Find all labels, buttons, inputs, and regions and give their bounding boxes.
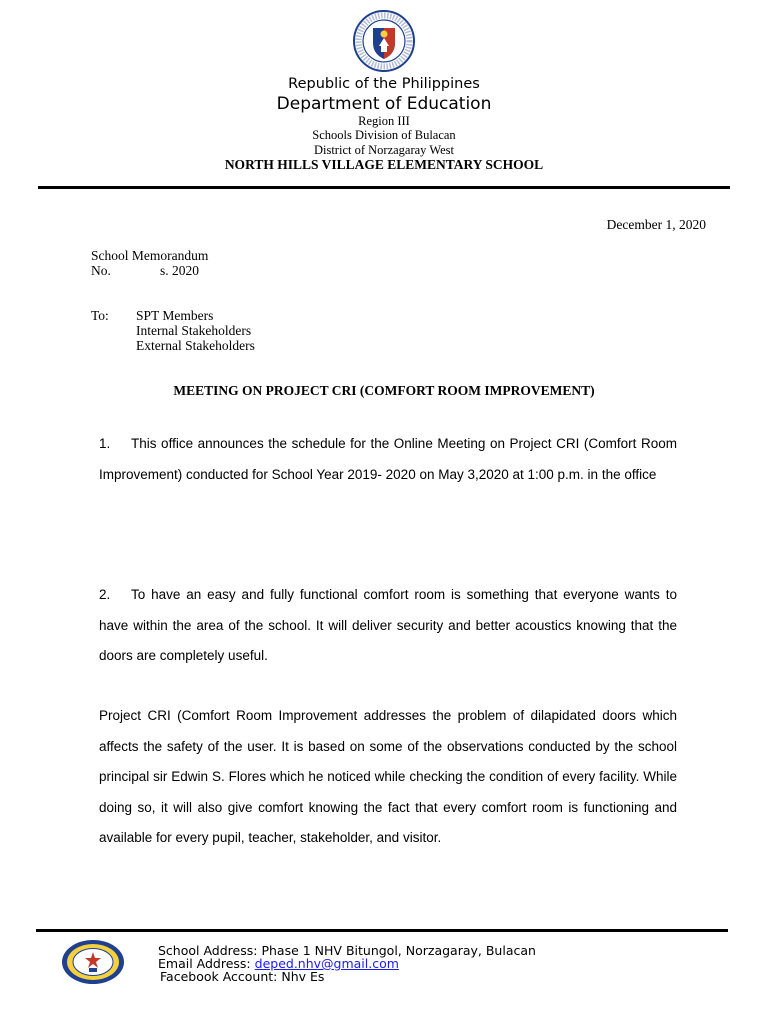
memo-type: School Memorandum: [91, 248, 209, 263]
facebook-value: Nhv Es: [281, 969, 325, 984]
email-link[interactable]: deped.nhv@gmail.com: [254, 956, 399, 971]
address-label: School Address:: [158, 943, 258, 958]
paragraph-3: Project CRI (Comfort Room Improvement addresses the problem of dilapidated doors which affects the safety of the user. It is based on some of the observations conducted by the school principal sir Edwin S. Flores which he noticed while checking the condition of every facility. While doing so, it will also give comfort knowing the fact that every comfort room is functioning and available for every pupil, teacher, stakeholder, and visitor.: [99, 708, 677, 845]
department-line: Department of Education: [276, 94, 492, 114]
paragraph-number: 2.: [99, 587, 111, 602]
division-line: Schools Division of Bulacan: [312, 128, 456, 142]
paragraph-1: [99, 429, 677, 490]
memo-number-label: No.: [91, 263, 111, 278]
recipient-item: SPT Members: [136, 308, 214, 323]
to-label: To:: [91, 308, 109, 323]
address-value: Phase 1 NHV Bitungol, Norzagaray, Bulacan: [261, 943, 536, 958]
deped-seal-logo: [349, 10, 419, 72]
header-divider: [38, 186, 730, 189]
footer-facebook: [160, 970, 324, 983]
recipient-item: Internal Stakeholders: [136, 323, 252, 338]
paragraph-2: [99, 580, 677, 672]
paragraph-text: To have an easy and fully functional comfort room is something that everyone wants to have within the area of the school. It will deliver security and better acoustics knowing that the doors are completely useful.: [99, 587, 677, 663]
region-line: Region III: [358, 114, 410, 128]
republic-line: Republic of the Philippines: [288, 76, 480, 92]
paragraph-text: This office announces the schedule for the Online Meeting on Project CRI (Comfort Room Improvement) conducted for School Year 2019- 2020 on May 3,2020 at 1:00 p.m. in the office: [99, 436, 677, 482]
facebook-label: Facebook Account:: [160, 969, 278, 984]
school-name: NORTH HILLS VILLAGE ELEMENTARY SCHOOL: [224, 157, 544, 172]
memo-subject: MEETING ON PROJECT CRI (COMFORT ROOM IMPROVEMENT): [173, 383, 595, 398]
district-line: District of Norzagaray West: [313, 143, 455, 157]
footer-divider: [36, 929, 728, 932]
recipient-item: External Stakeholders: [136, 338, 255, 353]
memo-series: s. 2020: [160, 263, 200, 278]
paragraph-number: 1.: [99, 436, 111, 451]
memo-date: December 1, 2020: [606, 217, 706, 232]
school-logo: [60, 938, 126, 986]
email-label: Email Address:: [158, 956, 251, 971]
